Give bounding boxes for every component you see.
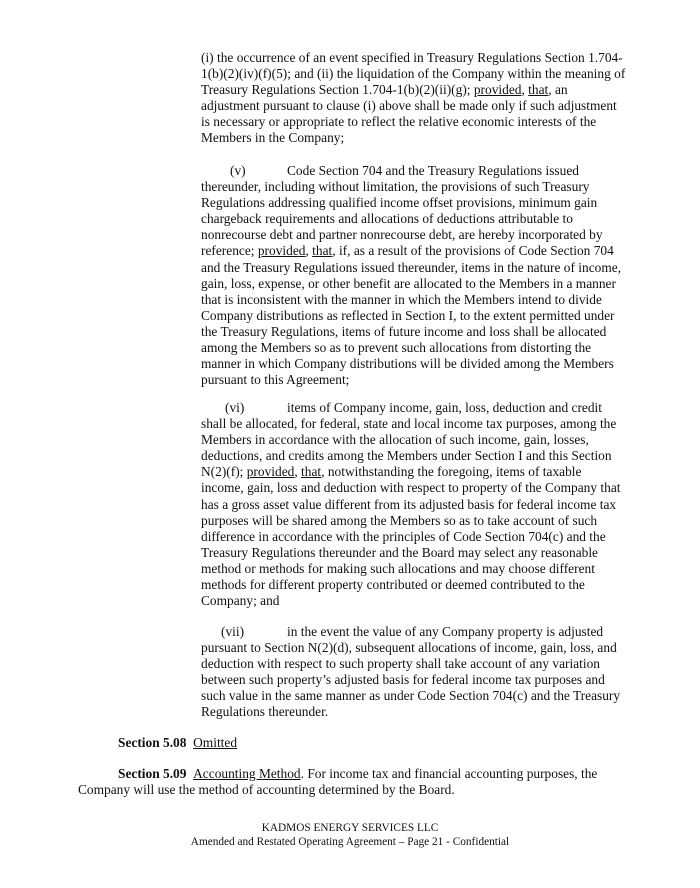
clause-number: (vi) (225, 400, 245, 415)
section-5-08 (78, 735, 626, 751)
section-5-09 (78, 766, 626, 798)
paragraph-vii: (vii) in the event the value of any Company property is adjusted pursuant to Section N(2)(d), subsequent allocations of income, gain, loss, and deduction with respect to such property shall take account of any variation between such property’s adjusted basis for federal income tax purposes and such value in the same manner as under Code Section 704(c) and the Treasury Regulations thereunder. (201, 624, 621, 720)
paragraph-allocation-adjustment: (i) the occurrence of an event specified in Treasury Regulations Section 1.704-1(b)(2)(iv)(f)(5); and (ii) the liquidation of the Company within the meaning of Treasury Regulations Section 1.704-1(b)(2)(ii)(g); provided, that, an adjustment pursuant to clause (i) above shall be made only if such adjustment is necessary or appropriate to reflect the relative economic interests of the Members in the Company; (201, 50, 626, 146)
section-text: . For income tax and financial accounting purposes, the Company will use the method of accounting determined by the Board. (78, 766, 598, 798)
provided-term: provided (473, 82, 522, 98)
section-heading: Section 5.08 (118, 735, 187, 750)
provided-term: provided (246, 464, 295, 480)
clause-number: (vii) (221, 624, 245, 639)
paragraph-v: (v) Code Section 704 and the Treasury Regulations issued thereunder, including without limitation, the provisions of such Treasury Regulations addressing qualified income offset provisions, minimum gain chargeback requirements and allocations of deductions attributable to nonrecourse debt and partner nonrecourse debt, are hereby incorporated by reference; provided, that, if, as a result of the provisions of Code Section 704 and the Treasury Regulations issued thereunder, items in the nature of income, gain, loss, expense, or other benefit are allocated to the Members in a manner that is inconsistent with the manner in which the Members intend to divide Company distributions as reflected in Section I, to the extent permitted under the Treasury Regulations, items of future income and loss shall be allocated among the Members so as to prevent such allocations from distorting the manner in which Company distributions will be divided among the Members pursuant to this Agreement; (201, 163, 622, 388)
that-term: that (301, 464, 322, 480)
footer-company: KADMOS ENERGY SERVICES LLC (261, 822, 439, 834)
section-title: Accounting Method (193, 766, 301, 781)
that-term: that (312, 243, 333, 259)
section-title: Omitted (193, 735, 238, 750)
paragraph-vi: (vi) items of Company income, gain, loss, deduction and credit shall be allocated, for federal, state and local income tax purposes, among the Members in accordance with the allocation of such income, gain, losses, deductions, and credits among the Members under Section I and this Section N(2)(f); provided, that, notwithstanding the foregoing, items of taxable income, gain, loss and deduction with respect to property of the Company that has a gross asset value different from its adjusted basis for federal income tax purposes will be shared among the Members so as to take account of such difference in accordance with the principles of Code Section 704(c) and the Treasury Regulations thereunder and the Board may select any reasonable method or methods for making such allocations and may choose different methods for different property contributed or deemed contributed to the Company; and (201, 400, 621, 609)
clause-number: (v) (230, 163, 246, 178)
that-term: that (528, 82, 549, 98)
footer-page-info: Amended and Restated Operating Agreement – Page 21 - Confidential (190, 836, 510, 848)
provided-term: provided (257, 243, 306, 259)
section-heading: Section 5.09 (118, 766, 187, 781)
